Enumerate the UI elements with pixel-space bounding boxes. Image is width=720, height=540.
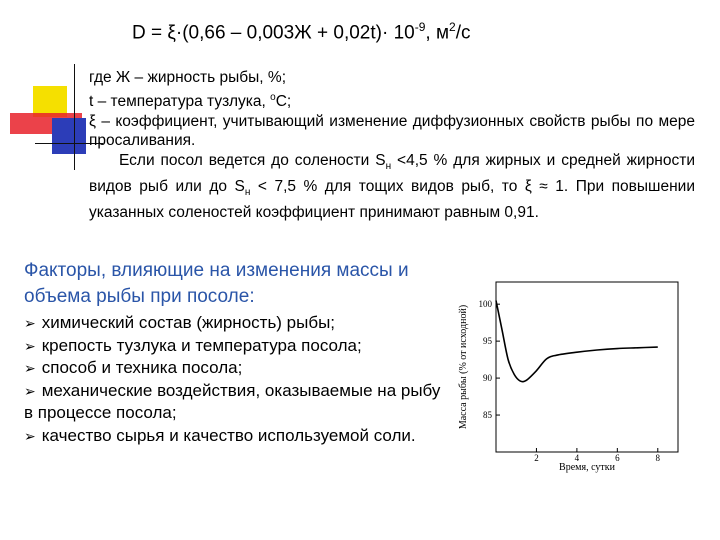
formula-units-tail: /с [455, 22, 471, 44]
list-item: ➢ крепость тузлука и температура посола; [24, 335, 362, 355]
arrow-bullet-icon: ➢ [24, 360, 36, 376]
formula-units: , м [425, 22, 450, 44]
decor-vertical-line [74, 64, 75, 170]
definition-coefficient: ξ – коэффициент, учитывающий изменение диффузионных свойств рыбы по мере просаливания. [89, 112, 695, 150]
chart-y-axis-label: Масса рыбы (% от исходной) [458, 304, 469, 430]
fish-mass-chart [452, 272, 692, 482]
list-item: ➢ качество сырья и качество используемой соли. [24, 425, 416, 445]
list-item: ➢ способ и техника посола; [24, 358, 243, 377]
chart-ticks [479, 299, 661, 463]
arrow-bullet-icon: ➢ [24, 427, 36, 444]
definition-temperature: t – температура тузлука, $^o$С; [89, 91, 292, 110]
y-tick-label: 100 [478, 299, 492, 310]
formula-definitions [89, 68, 695, 222]
x-tick-label: 4 [574, 453, 580, 463]
salinity-subscript-2: н [244, 186, 251, 198]
definition-fat: где Ж – жирность рыбы, %; [89, 69, 287, 86]
chart-frame [496, 282, 678, 452]
y-tick-label: 90 [483, 373, 492, 384]
diffusion-formula [132, 20, 470, 44]
factors-list [24, 312, 444, 447]
formula-base: D = ξ·(0,66 – 0,003Ж + 0,02t)· 10 [132, 22, 415, 44]
arrow-bullet-icon: ➢ [24, 315, 36, 331]
formula-exponent: -9 [414, 20, 426, 34]
x-tick-label: 2 [534, 453, 539, 463]
salinity-paragraph: Если посол ведется до солености $S_н <4,5$ % для жирных и средней жирности видов рыб или до $S_н < 7,5$ % для тощих видов рыб, то ξ ≈ 1. При повышении указанных соленостей коэффициент принимают равным 0,91. [89, 151, 695, 221]
arrow-bullet-icon: ➢ [24, 337, 36, 354]
chart-x-axis-label: Время, сутки [559, 462, 615, 473]
degree-superscript: o [270, 91, 276, 103]
arrow-bullet-icon: ➢ [24, 382, 36, 399]
factors-heading: Факторы, влияющие на изменения массы и объема рыбы при посоле: [24, 260, 409, 307]
salinity-subscript-1: н [385, 161, 392, 173]
x-tick-label: 8 [655, 453, 661, 463]
y-tick-label: 95 [483, 336, 492, 347]
decor-blue-square [52, 118, 86, 154]
y-tick-label: 85 [483, 410, 492, 421]
x-tick-label: 6 [615, 453, 620, 463]
list-item: ➢ химический состав (жирность) рыбы; [24, 313, 336, 332]
formula-units-exponent: 2 [449, 20, 456, 34]
list-item: ➢ механические воздействия, оказываемые на рыбу в процессе посола; [24, 380, 441, 422]
chart-series-line [496, 300, 658, 381]
